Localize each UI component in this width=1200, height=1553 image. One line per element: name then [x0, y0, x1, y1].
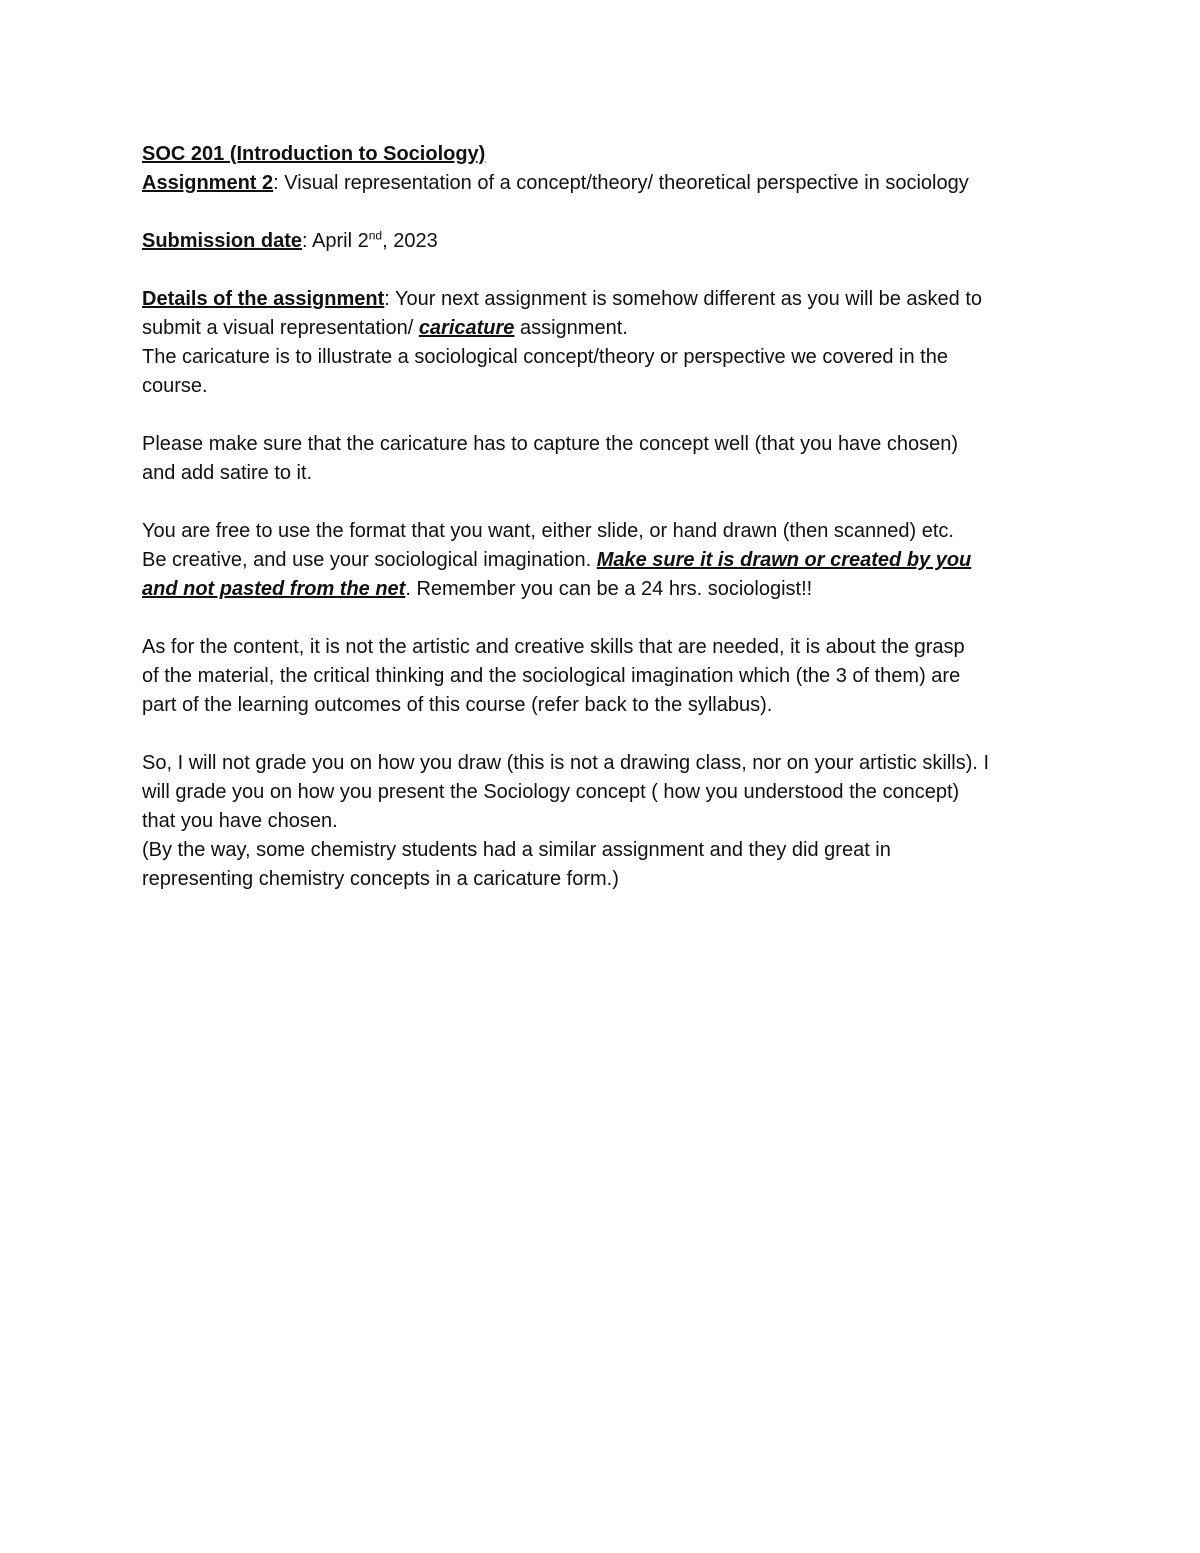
spacer: [142, 720, 1062, 749]
format-line-3: [142, 575, 1062, 604]
format-line3-suffix: . Remember you can be a 24 hrs. sociologist!!: [405, 578, 813, 600]
submission-suffix: , 2023: [382, 230, 438, 252]
spacer: [142, 256, 1062, 285]
spacer: [142, 401, 1062, 430]
capture-line-1: Please make sure that the caricature has to capture the concept well (that you have chosen): [142, 433, 959, 455]
drawn-by-you-emphasis: Make sure it is drawn or created by you: [596, 549, 972, 571]
details-label: Details of the assignment: [142, 288, 385, 310]
format-line-1: You are free to use the format that you want, either slide, or hand drawn (then scanned) etc.: [142, 520, 954, 542]
submission-prefix: : April 2: [302, 230, 369, 252]
capture-line-2: and add satire to it.: [142, 462, 313, 484]
grade-line-1: So, I will not grade you on how you draw (this is not a drawing class, nor on your artistic skills). I: [142, 752, 990, 774]
spacer: [142, 488, 1062, 517]
details-text: : Your next assignment is somehow different as you will be asked to: [384, 288, 983, 310]
submission-sup: nd: [368, 228, 383, 243]
course-title-line: [142, 140, 1062, 169]
assignment-text: : Visual representation of a concept/theory/ theoretical perspective in sociology: [273, 172, 969, 194]
submission-label: Submission date: [142, 230, 303, 252]
caricature-emphasis: caricature: [418, 317, 515, 339]
content-line-2: of the material, the critical thinking and the sociological imagination which (the 3 of them) are: [142, 665, 961, 687]
details-line2-suffix: assignment.: [514, 317, 628, 339]
grade-line-5: representing chemistry concepts in a caricature form.): [142, 868, 619, 890]
grade-line-2: will grade you on how you present the Sociology concept ( how you understood the concept): [142, 781, 960, 803]
details-line-1: [142, 285, 1062, 314]
format-line-2: [142, 546, 1062, 575]
spacer: [142, 198, 1062, 227]
details-line2-prefix: submit a visual representation/: [142, 317, 419, 339]
details-line-3: The caricature is to illustrate a sociological concept/theory or perspective we covered in the: [142, 346, 948, 368]
document-page: [142, 140, 1062, 894]
course-title: SOC 201 (Introduction to Sociology): [142, 143, 486, 165]
format-line2-prefix: Be creative, and use your sociological imagination.: [142, 549, 597, 571]
assignment-label: Assignment 2: [142, 172, 274, 194]
content-line-3: part of the learning outcomes of this course (refer back to the syllabus).: [142, 694, 773, 716]
grade-line-4: (By the way, some chemistry students had a similar assignment and they did great in: [142, 839, 891, 861]
details-line-4: course.: [142, 375, 208, 397]
spacer: [142, 604, 1062, 633]
not-pasted-emphasis: and not pasted from the net: [142, 578, 406, 600]
submission-line: [142, 227, 1062, 256]
assignment-line: [142, 169, 1062, 198]
details-line-2: [142, 314, 1062, 343]
content-line-1: As for the content, it is not the artistic and creative skills that are needed, it is about the grasp: [142, 636, 965, 658]
grade-line-3: that you have chosen.: [142, 810, 338, 832]
